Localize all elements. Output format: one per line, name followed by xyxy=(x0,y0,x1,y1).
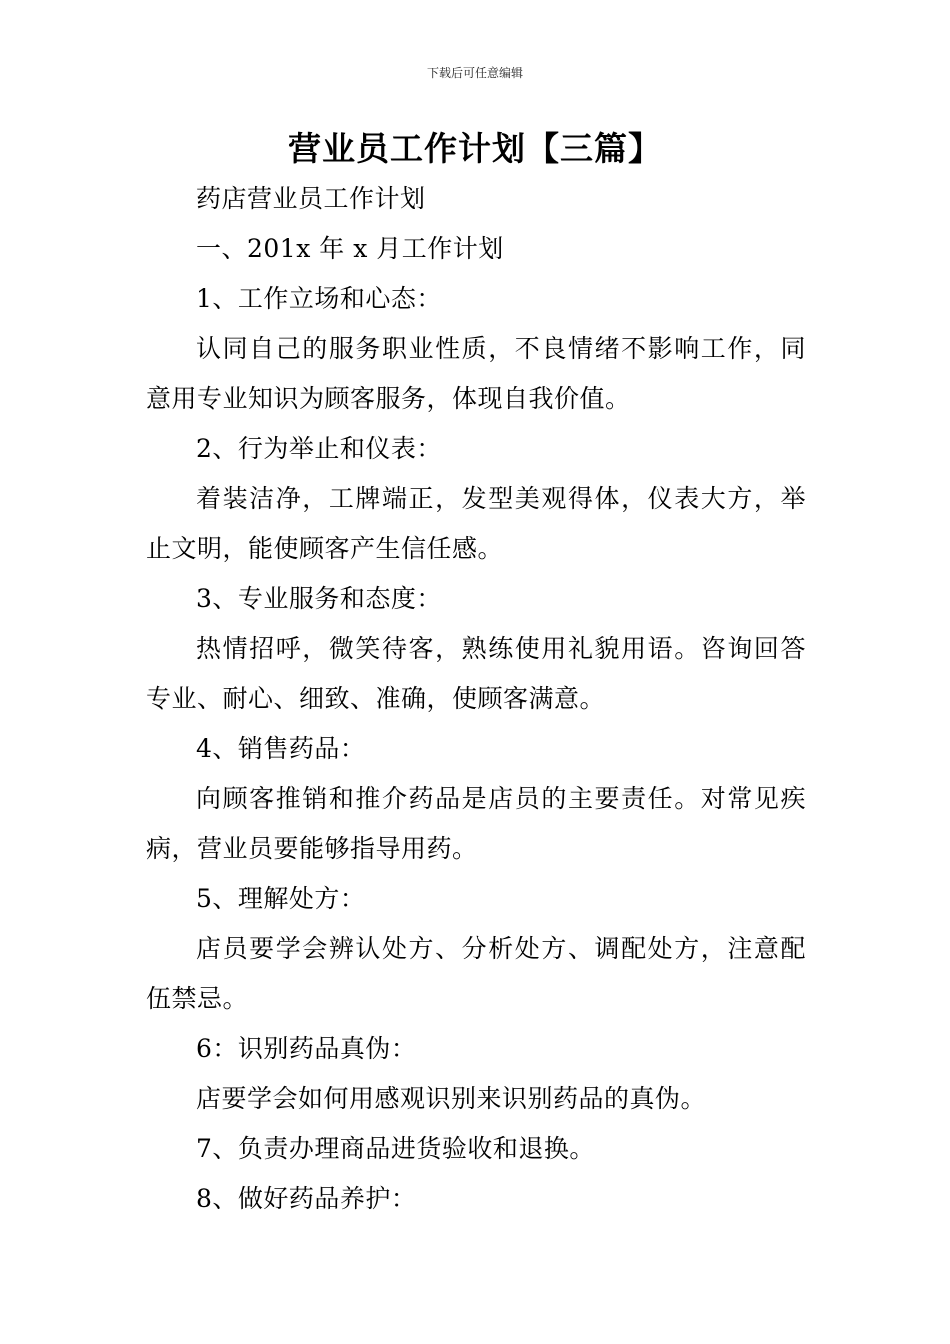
item-heading-7: 7、负责办理商品进货验收和退换。 xyxy=(196,1134,595,1163)
item-heading-3: 3、专业服务和态度： xyxy=(196,584,442,613)
item-body-4: 向顾客推销和推介药品是店员的主要责任。对常见疾病，营业员要能够指导用药。 xyxy=(146,784,806,863)
item-heading-8: 8、做好药品养护： xyxy=(196,1184,417,1213)
item-body-5: 店员要学会辨认处方、分析处方、调配处方，注意配伍禁忌。 xyxy=(146,934,806,1013)
item-body-6: 店要学会如何用感观识别来识别药品的真伪。 xyxy=(196,1084,707,1113)
item-heading-4: 4、销售药品： xyxy=(196,734,366,763)
document-body xyxy=(146,174,806,1224)
item-heading-5: 5、理解处方： xyxy=(196,884,366,913)
header-note: 下载后可任意编辑 xyxy=(426,66,523,80)
paragraph-subtitle: 药店营业员工作计划 xyxy=(196,184,426,213)
document-title: 营业员工作计划【三篇】 xyxy=(288,129,662,168)
item-body-2: 着装洁净，工牌端正，发型美观得体，仪表大方，举止文明，能使顾客产生信任感。 xyxy=(146,484,806,563)
item-heading-2: 2、行为举止和仪表： xyxy=(196,434,442,463)
section-heading: 一、201x 年 x 月工作计划 xyxy=(196,234,504,263)
item-body-1: 认同自己的服务职业性质，不良情绪不影响工作，同意用专业知识为顾客服务，体现自我价值。 xyxy=(146,334,806,413)
item-heading-1: 1、工作立场和心态： xyxy=(196,284,442,313)
item-body-3: 热情招呼，微笑待客，熟练使用礼貌用语。咨询回答专业、耐心、细致、准确，使顾客满意。 xyxy=(146,634,806,713)
item-heading-6: 6：识别药品真伪： xyxy=(196,1034,417,1063)
